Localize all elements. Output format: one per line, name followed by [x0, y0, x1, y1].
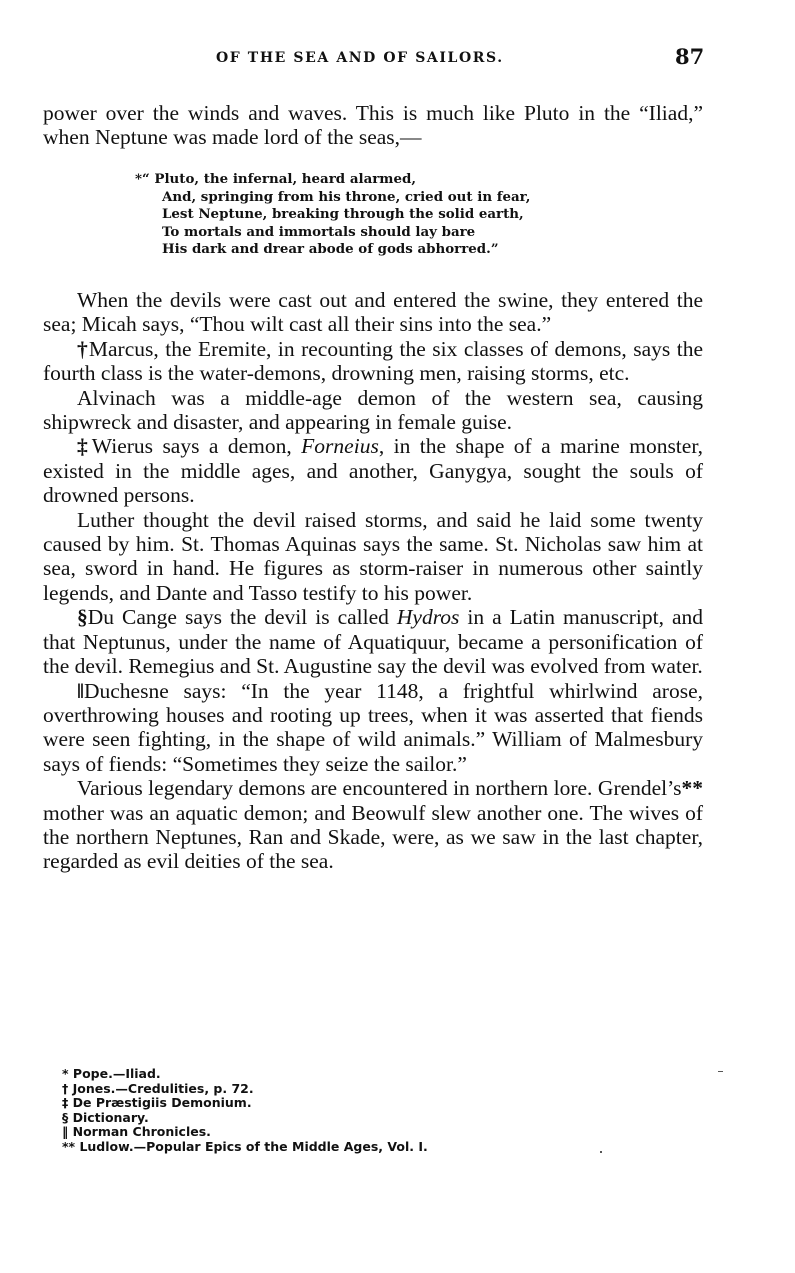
- footnote-marker: ‖: [77, 678, 84, 703]
- footnote: ‖ Norman Chronicles.: [62, 1124, 211, 1140]
- intro-text: [43, 101, 703, 150]
- footnote: ** Ludlow.—Popular Epics of the Middle Ages, Vol. I.: [62, 1138, 428, 1154]
- footnote: * Pope.—Iliad.: [62, 1066, 161, 1081]
- italic-term: Hydros: [396, 605, 460, 630]
- quote-line: *“ Pluto, the infernal, heard alarmed,: [135, 171, 417, 187]
- footnote: § Dictionary.: [62, 1109, 149, 1125]
- intro-paragraph: power over the winds and waves. This is much like Pluto in the “Iliad,” when Neptune was made lord of the seas,—: [43, 101, 703, 150]
- footnote-marker: §: [77, 605, 88, 630]
- running-title: OF THE SEA AND OF SAILORS.: [216, 50, 504, 66]
- footnote: † Jones.—Credulities, p. 72.: [62, 1080, 254, 1096]
- page-number: 87: [675, 44, 705, 69]
- scan-speck: [600, 1151, 602, 1153]
- paragraph-swine: When the devils were cast out and entered the swine, they entered the sea; Micah says, “Thou wilt cast all their sins into the sea.”: [43, 288, 703, 337]
- iliad-quotation: [135, 171, 530, 259]
- quote-line: To mortals and immortals should lay bare: [162, 223, 476, 240]
- paragraph-wierus: ‡Wierus says a demon, Forneius, in the shape of a marine monster, existed in the middle ages, and another, Ganygya, sought the souls of drowned persons.: [43, 434, 703, 508]
- quote-line: His dark and drear abode of gods abhorred.”: [162, 241, 499, 258]
- paragraph-duchesne: ‖Duchesne says: “In the year 1148, a frightful whirlwind arose, overthrowing houses and rooting up trees, when it was asserted that fiends were seen fighting, in the shape of wild animals.” William of Malmesbury says of fiends: “Sometimes they seize the sailor.”: [43, 678, 703, 776]
- quote-line: Lest Neptune, breaking through the solid earth,: [162, 206, 524, 223]
- footnotes: [62, 1067, 428, 1155]
- italic-term: Forneius: [301, 434, 379, 459]
- paragraph-marcus: †Marcus, the Eremite, in recounting the six classes of demons, says the fourth class is the water-demons, drowning men, raising storms, etc.: [43, 336, 704, 386]
- main-text: [43, 288, 703, 874]
- quote-line: And, springing from his throne, cried out in fear,: [162, 188, 531, 205]
- paragraph-luther: Luther thought the devil raised storms, and said he laid some twenty caused by him. St. Thomas Aquinas says the same. St. Nicholas saw him at sea, sword in hand. He figures as storm-raiser in numerous other saintly legends, and Dante and Tasso testify to his power.: [43, 507, 703, 605]
- footnote-marker: *“: [135, 171, 150, 187]
- paragraph-northern-lore: Various legendary demons are encountered in northern lore. Grendel’s** mother was an aquatic demon; and Beowulf slew another one. The wives of the northern Neptunes, Ran and Skade, were, as we saw in the last chapter, regarded as evil deities of the sea.: [43, 776, 703, 874]
- footnote-marker: ‡: [77, 434, 92, 459]
- footnote-marker: †: [77, 336, 89, 361]
- footnote: ‡ De Præstigiis Demonium.: [62, 1095, 252, 1111]
- paragraph-alvinach: Alvinach was a middle-age demon of the western sea, causing shipwreck and disaster, and appearing in female guise.: [43, 385, 703, 435]
- footnote-marker: **: [681, 776, 703, 801]
- scan-speck: [718, 1071, 723, 1072]
- paragraph-du-cange: §Du Cange says the devil is called Hydros in a Latin manuscript, and that Neptunus, under the name of Aquatiquur, became a personification of the devil. Remegius and St. Augustine say the devil was evolved from water.: [43, 605, 704, 679]
